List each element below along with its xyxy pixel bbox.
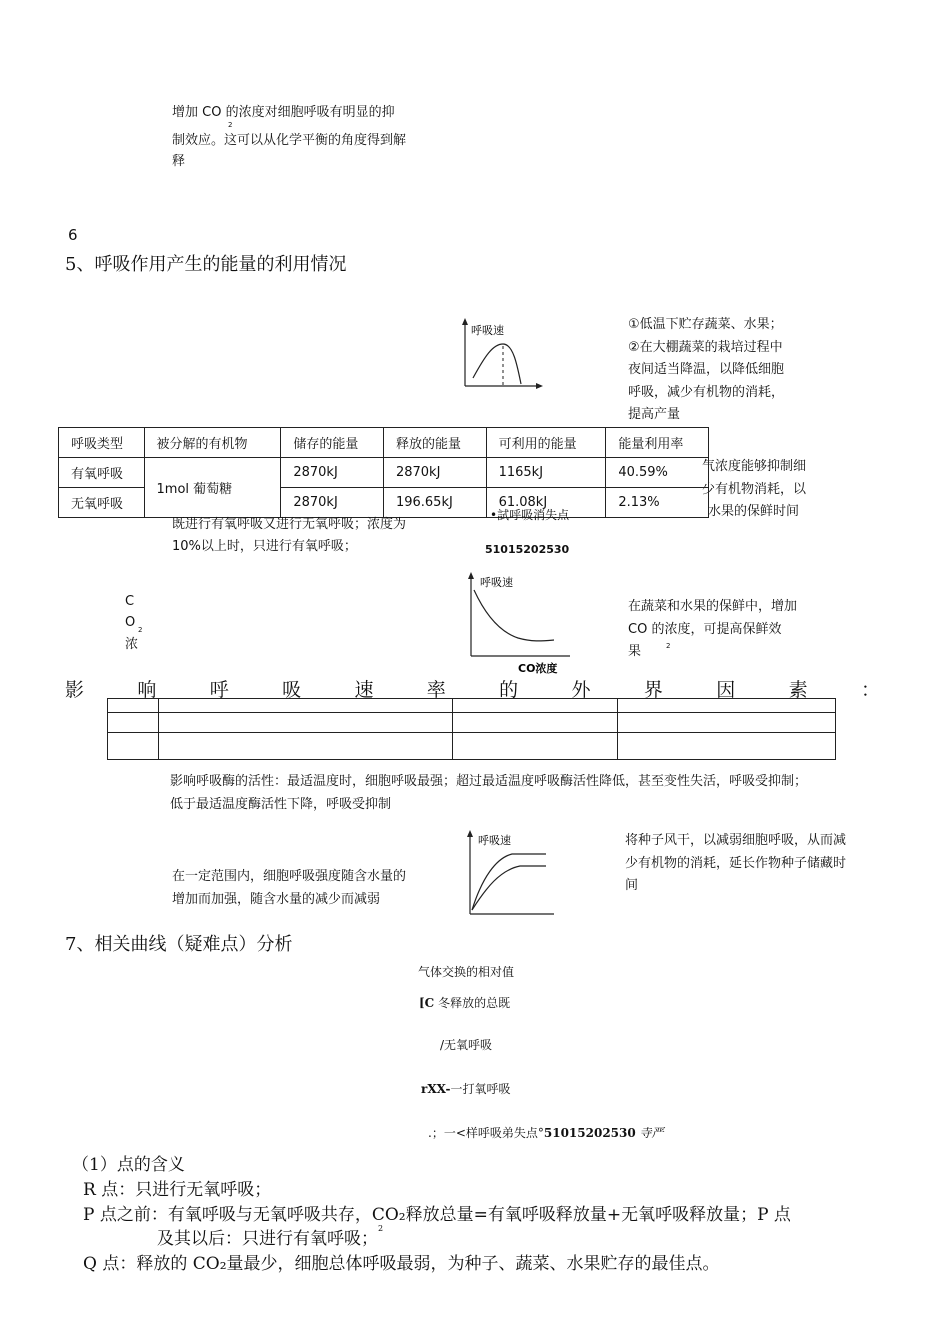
note-line: 间 <box>625 878 639 893</box>
note-line: 气浓度能够抑制细 <box>702 459 807 474</box>
co2-vertical-label <box>125 591 143 655</box>
heading-char: 外 <box>571 679 591 701</box>
curve-label-a: 气体交换的相对值 <box>418 965 515 979</box>
table-header: 可利用的能量 <box>486 428 606 458</box>
heading-char: ： <box>860 679 880 701</box>
table-header: 储存的能量 <box>281 428 384 458</box>
heading-char: 影 <box>65 679 85 701</box>
curve-label-c: /无氧呼吸 <box>440 1038 493 1052</box>
note-line: 水果的保鲜时间 <box>708 504 800 519</box>
heading-char: 率 <box>426 679 446 701</box>
garbled-label-a: •試呼吸消失点 <box>490 508 570 522</box>
curve-label-part: 一打氧呼吸 <box>450 1082 511 1096</box>
table-header-row <box>59 428 709 458</box>
table-cell: 40.59% <box>606 458 709 488</box>
table-cell: 2870kJ <box>281 458 384 488</box>
heading-char: 的 <box>499 679 519 701</box>
note-line-clipped: 果 <box>628 644 642 659</box>
table-row <box>108 713 836 733</box>
note-line: ①低温下贮存蔬菜、水果； <box>628 317 783 332</box>
label-char: 浓 <box>125 637 139 652</box>
table-row <box>108 733 836 760</box>
garbled-label-b: 51015202530 <box>485 543 570 556</box>
table-cell: 1mol 葡萄糖 <box>144 458 281 518</box>
note-line: 夜间适当降温，以降低细胞 <box>628 362 785 377</box>
mid-text-line-2: 10%以上时，只进行有氧呼吸； <box>172 539 357 554</box>
heading-char: 吸 <box>282 679 302 701</box>
co2-rate-chart <box>462 570 572 675</box>
curve-label-part: [C <box>419 996 435 1010</box>
table-cell: 2870kJ <box>281 488 384 518</box>
point-r: R 点：只进行无氧呼吸； <box>83 1180 272 1200</box>
note-line: 少有机物的消耗，延长作物种子储藏时 <box>625 855 847 871</box>
table-header: 被分解的有机物 <box>144 428 281 458</box>
subscript: 2 <box>228 121 233 129</box>
curve-label-d <box>421 1080 511 1097</box>
heading-char: 因 <box>716 679 736 701</box>
curve-label-e <box>428 1124 664 1141</box>
heading-char: 呼 <box>209 679 229 701</box>
enzyme-text-line-1: 影响呼吸酶的活性：最适温度时，细胞呼吸最强；超过最适温度呼吸酶活性降低，甚至变性失活，呼吸受抑制； <box>170 774 808 789</box>
water-text-line-1: 在一定范围内，细胞呼吸强度随含水量的 <box>172 869 407 884</box>
note-line: 将种子风干，以减弱细胞呼吸，从而减 <box>625 833 847 848</box>
note-line: ②在大棚蔬菜的栽培过程中 <box>628 339 783 355</box>
enzyme-text-line-2: 低于最适温度酶活性下降，呼吸受抑制 <box>170 797 392 812</box>
heading-char: 响 <box>137 679 157 701</box>
note-line-clipped: 提高产量 <box>628 407 681 422</box>
note-line: CO 的浓度，可提高保鲜效 <box>628 621 782 637</box>
label-char: O <box>125 615 136 630</box>
heading-char: 速 <box>354 679 374 701</box>
table-header: 呼吸类型 <box>59 428 145 458</box>
table-row <box>108 699 836 713</box>
table-cell: 无氧呼吸 <box>59 488 145 518</box>
co2-note <box>628 596 798 659</box>
section-7-heading: 7、相关曲线（疑难点）分析 <box>65 934 293 955</box>
oxygen-note <box>702 456 806 524</box>
point-p-text: 及其以后：只进行有氧呼吸； <box>157 1229 378 1249</box>
curve-label-part: .；一<样呼吸弟失点° <box>428 1126 544 1140</box>
points-heading: （1）点的含义 <box>72 1155 185 1175</box>
table-cell: 有氧呼吸 <box>59 458 145 488</box>
temperature-note <box>628 314 785 422</box>
chart-axis-label: 呼吸速 <box>478 834 511 847</box>
top-text-line-3: 释 <box>172 154 186 169</box>
curve-label-part: 冬释放的总既 <box>438 996 511 1010</box>
curve-label-part: rXX- <box>421 1082 451 1096</box>
point-q: Q 点：释放的 CO₂量最少，细胞总体呼吸最弱，为种子、蔬菜、水果贮存的最佳点。 <box>83 1254 720 1274</box>
section-5-heading: 5、呼吸作用产生的能量的利用情况 <box>65 254 347 275</box>
mid-text-line-1: 既进行有氧呼吸又进行无氧呼吸；浓度为 <box>172 517 407 532</box>
table-cell: 2870kJ <box>383 458 486 488</box>
chart-axis-label: 呼吸速 <box>480 576 513 589</box>
heading-char: 素 <box>788 679 808 701</box>
note-line: 少有机物消耗，以 <box>702 481 807 497</box>
chart-axis-label: CO浓度 <box>518 662 558 675</box>
curve-label-b <box>419 994 510 1011</box>
table-header: 能量利用率 <box>606 428 709 458</box>
top-text-line-2: 制效应。这可以从化学平衡的角度得到解 <box>172 133 407 148</box>
note-line: 呼吸，减少有机物的消耗， <box>628 384 785 400</box>
water-content-chart <box>460 828 555 918</box>
seed-note <box>625 830 846 898</box>
page-number-fragment: 6 <box>68 226 78 244</box>
subscript: 2 <box>378 1224 384 1233</box>
energy-utilization-table <box>58 427 709 522</box>
temperature-rate-chart <box>455 316 545 392</box>
top-text-line-1: 增加 CO 的浓度对细胞呼吸有明显的抑 <box>172 105 395 120</box>
curve-label-part: 51015202530 <box>543 1126 636 1140</box>
point-p-line-1: P 点之前：有氧呼吸与无氧呼吸共存，CO₂释放总量=有氧呼吸释放量+无氧呼吸释放量；P 点 <box>83 1205 791 1225</box>
heading-char: 界 <box>643 679 663 701</box>
table-cell: 1165kJ <box>486 458 606 488</box>
curve-label-part: 寺严 <box>635 1126 664 1140</box>
table-cell: 61.08kJ <box>486 488 606 518</box>
table-row <box>59 458 709 488</box>
factors-table <box>107 698 836 760</box>
subscript: 2 <box>666 642 671 650</box>
chart-axis-label: 呼吸速 <box>471 324 504 337</box>
subscript: 2 <box>138 626 143 634</box>
table-cell: 2.13% <box>606 488 709 518</box>
point-p-line-2 <box>157 1224 383 1249</box>
note-line: 在蔬菜和水果的保鲜中，增加 <box>628 599 798 614</box>
label-char: C <box>125 594 135 609</box>
table-cell: 196.65kJ <box>383 488 486 518</box>
table-header: 释放的能量 <box>383 428 486 458</box>
water-text-line-2: 增加而加强，随含水量的减少而减弱 <box>172 892 381 907</box>
